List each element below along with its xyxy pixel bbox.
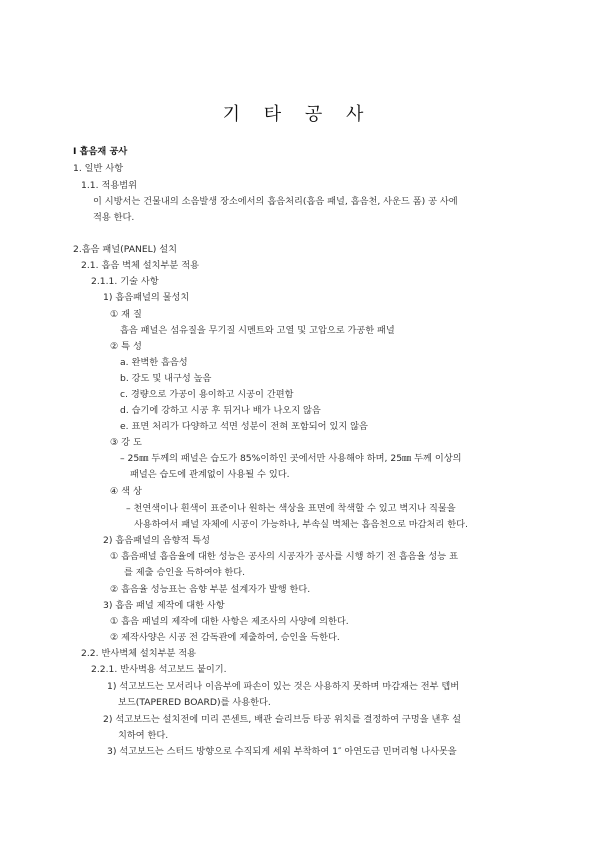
text-line: e. 표면 처리가 다양하고 석면 성분이 전혀 포함되어 있지 않음	[120, 421, 368, 432]
text-line: 1) 석고보드는 모서리나 이음부에 파손이 있는 것은 사용하지 못하며 마감재는 전부 텝버	[107, 681, 460, 692]
text-line: b. 강도 및 내구성 높음	[120, 373, 212, 384]
text-line: 사용하여서 패널 자체에 시공이 가능하나, 부속실 벽체는 흡음천으로 마감처리 한다.	[134, 519, 468, 530]
text-line: 2) 석고보드는 설치전에 미리 콘센트, 배관 슬리브등 타공 위치를 결정하여 구멍을 낸후 설	[103, 714, 462, 725]
text-line: 1.1. 적용범위	[81, 180, 137, 191]
text-line: 2.흡음 패널(PANEL) 설치	[73, 244, 178, 255]
text-line: 2.2.1. 반사벽용 석고보드 붙이기.	[91, 664, 227, 675]
text-line: 1) 흡음패널의 물성치	[103, 292, 190, 303]
text-line: 를 제출 승인을 득하여야 한다.	[124, 567, 246, 578]
text-line: ② 흡음율 성능표는 음향 부분 설계자가 발행 한다.	[110, 584, 311, 595]
text-line: Ⅰ 흡음재 공사	[73, 146, 128, 157]
text-line: 패널은 습도에 관계없이 사용될 수 있다.	[130, 469, 290, 480]
text-line: 3) 흡음 패널 제작에 대한 사항	[103, 600, 225, 611]
text-line: ③ 강 도	[110, 437, 142, 448]
text-line: ① 흡음 패널의 제작에 대한 사항은 제조사의 사양에 의한다.	[110, 616, 349, 627]
text-line: 3) 석고보드는 스터드 방향으로 수직되게 세워 부착하여 1″ 아연도금 민머리형 나사못을	[107, 746, 457, 757]
text-line: 흡음 패널은 섬유질을 무기질 시멘트와 고열 및 고압으로 가공한 패널	[120, 325, 395, 336]
text-line: 1. 일반 사항	[73, 163, 124, 174]
text-line: 2.1. 흡음 벽체 설치부분 적용	[81, 260, 199, 271]
text-line: ① 재 질	[110, 309, 142, 320]
text-line: – 천연색이나 흰색이 표준이나 원하는 색상을 표면에 착색할 수 있고 벽지나 직물을	[126, 503, 456, 514]
text-line: c. 경량으로 가공이 용이하고 시공이 간편함	[120, 389, 294, 400]
text-line: 보드(TAPERED BOARD)를 사용한다.	[118, 697, 271, 708]
text-line: 이 시방서는 건물내의 소음발생 장소에서의 흡음처리(흡음 패널, 흡음천, 사운드 폼) 공 사에	[93, 196, 458, 207]
text-line: ② 특 성	[110, 341, 142, 352]
text-line: – 25㎜ 두께의 패널은 습도가 85%이하인 곳에서만 사용해야 하며, 25㎜ 두께 이상의	[120, 453, 462, 464]
text-line: 2.2. 반사벽체 설치부분 적용	[81, 648, 197, 659]
text-line: 적용 한다.	[93, 212, 135, 223]
text-line: ① 흡음패널 흡음율에 대한 성능은 공사의 시공자가 공사를 시행 하기 전 흡음율 성능 표	[110, 551, 458, 562]
page-title: 기 타 공 사	[222, 104, 373, 125]
text-line: 2.1.1. 기술 사항	[91, 276, 159, 287]
text-line: 치하여 한다.	[118, 730, 169, 741]
text-line: d. 습기에 강하고 시공 후 뒤거나 배가 나오지 않음	[120, 405, 321, 416]
text-line: a. 완벽한 흡음성	[120, 357, 188, 368]
text-line: 2) 흡음패널의 음향적 특성	[103, 535, 210, 546]
text-line: ④ 색 상	[110, 486, 142, 497]
text-line: ② 제작사양은 시공 전 감독관에 제출하여, 승인을 득한다.	[110, 632, 340, 643]
